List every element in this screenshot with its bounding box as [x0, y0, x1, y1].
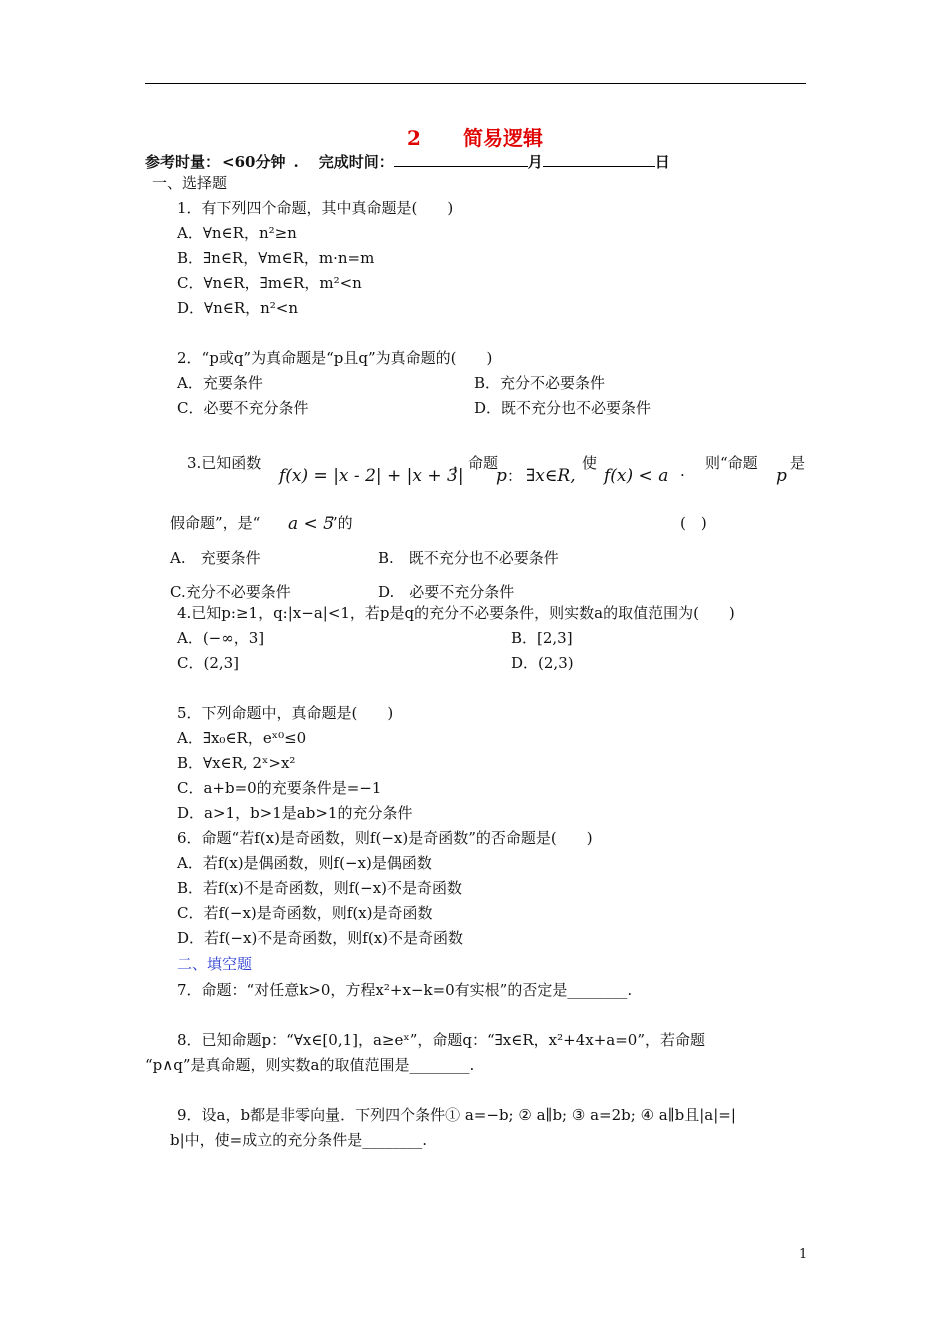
q3-line2: 假命题”，是“ [170, 514, 261, 532]
q3-p2: p [776, 466, 787, 486]
q3-shi: 使 [582, 454, 598, 472]
q3-condition: a < 5 [288, 514, 335, 534]
q6-option-a: A．若f(x)是偶函数，则f(−x)是偶函数 [177, 854, 432, 872]
meta-line: 参考时量： <60分钟 . 完成时间： 月 日 [145, 153, 670, 171]
q3-option-a: A. 充要条件 [170, 549, 261, 567]
q3-line2-end: ”的 [330, 514, 353, 532]
q1-option-b: B．∃n∈R，∀m∈R，m·n=m [177, 249, 375, 267]
q6-option-d: D．若f(−x)不是奇函数，则f(x)不是奇函数 [177, 929, 464, 947]
q8-line2: “p∧q”是真命题，则实数a的取值范围是________. [145, 1056, 475, 1074]
ref-time-label: 参考时量： [145, 153, 221, 171]
q5-option-d: D．a>1，b>1是ab>1的充分条件 [177, 804, 413, 822]
q1-stem: 1．有下列四个命题，其中真命题是( ) [177, 199, 454, 217]
q1-option-d: D．∀n∈R，n²<n [177, 299, 299, 317]
q2-option-b: B．充分不必要条件 [474, 374, 606, 392]
q3-mid: ，命题 [453, 454, 499, 472]
q3-function: f(x) = |x - 2| + |x + 3| [279, 466, 464, 486]
chapter-number: 2 [407, 126, 421, 150]
q5-option-c: C．a+b=0的充要条件是=−1 [177, 779, 382, 797]
q9-line1: 9．设a，b都是非零向量．下列四个条件① a=−b; ② a∥b; ③ a=2b; ④ a∥b且|a|=| [177, 1106, 736, 1124]
q3-is: 是 [790, 454, 806, 472]
month-blank[interactable] [394, 152, 528, 167]
section-fill-blank: 二、填空题 [177, 955, 253, 973]
q3-then: 则“命题 [705, 454, 758, 472]
q3-dot: . [680, 462, 685, 480]
q2-option-a: A．充要条件 [177, 374, 263, 392]
q5-option-a: A．∃x₀∈R，eˣ⁰≤0 [177, 729, 307, 747]
q3-inequality: f(x) < a [604, 466, 669, 486]
q3-colon: ： [507, 467, 523, 485]
day-label: 日 [654, 153, 670, 171]
page-title [0, 126, 950, 150]
q3-p: p [496, 466, 507, 486]
q4-option-b: B．[2,3] [511, 629, 573, 647]
q2-option-d: D．既不充分也不必要条件 [474, 399, 652, 417]
q2-stem: 2．“p或q”为真命题是“p且q”为真命题的( ) [177, 349, 493, 367]
chapter-title: 简易逻辑 [462, 126, 543, 150]
q4-option-c: C．(2,3] [177, 654, 240, 672]
q3-prefix: 3.已知函数 [187, 454, 262, 472]
q7-text: 7．命题：“对任意k>0，方程x²+x−k=0有实根”的否定是________. [177, 981, 633, 999]
q5-option-b: B．∀x∈R, 2ˣ>x² [177, 754, 296, 772]
q4-option-d: D．(2,3) [511, 654, 574, 672]
month-label: 月 [527, 153, 543, 171]
q3-answer-paren: ( ) [680, 514, 707, 532]
q3-option-c: C.充分不必要条件 [170, 583, 291, 601]
q8-line1: 8．已知命题p：“∀x∈[0,1]，a≥eˣ”，命题q：“∃x∈R，x²+4x+a=0”，若命题 [177, 1031, 706, 1049]
page-number: 1 [799, 1247, 808, 1262]
q1-option-a: A．∀n∈R，n²≥n [177, 224, 297, 242]
q3-option-b: B. 既不充分也不必要条件 [378, 549, 559, 567]
finish-time-label: 完成时间： [318, 153, 394, 171]
q5-stem: 5．下列命题中，真命题是( ) [177, 704, 394, 722]
q4-option-a: A．(−∞，3] [177, 629, 265, 647]
q6-option-b: B．若f(x)不是奇函数，则f(−x)不是奇函数 [177, 879, 463, 897]
section-choice: 一、选择题 [152, 174, 228, 192]
header-rule [145, 83, 806, 84]
q3-option-d: D. 必要不充分条件 [378, 583, 515, 601]
ref-time-value: 60分钟 [234, 153, 286, 171]
q4-stem: 4.已知p:≥1，q:|x−a|<1，若p是q的充分不必要条件，则实数a的取值范围为( ) [177, 604, 735, 622]
q3-exists: ∃x∈R, [526, 466, 576, 486]
day-blank[interactable] [543, 152, 655, 167]
q1-option-c: C．∀n∈R，∃m∈R，m²<n [177, 274, 362, 292]
q2-option-c: C．必要不充分条件 [177, 399, 309, 417]
q6-stem: 6．命题“若f(x)是奇函数，则f(−x)是奇函数”的否命题是( ) [177, 829, 593, 847]
q9-line2: b|中，使=成立的充分条件是________. [170, 1131, 427, 1149]
q6-option-c: C．若f(−x)是奇函数，则f(x)是奇函数 [177, 904, 433, 922]
